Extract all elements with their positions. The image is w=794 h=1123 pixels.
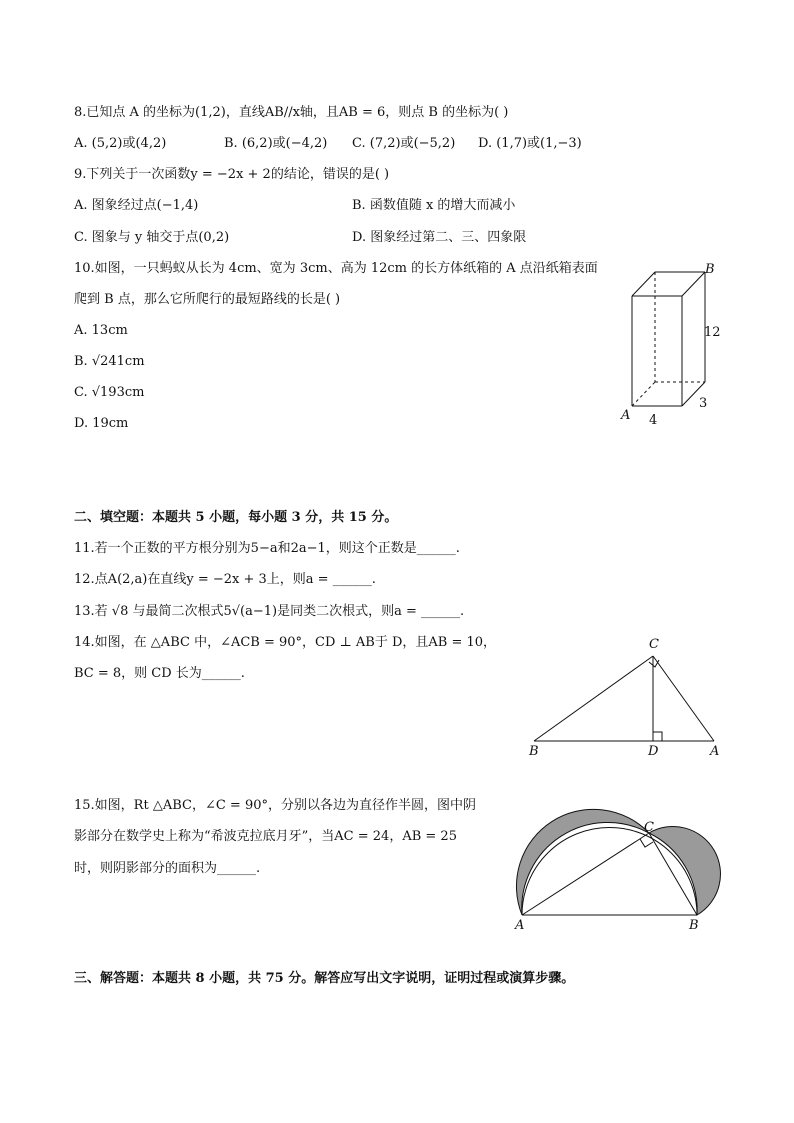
q9-stem: 9.下列关于一次函数y = −2x + 2的结论，错误的是( ): [74, 167, 390, 182]
q10-stem-line2: 爬到 B 点，那么它所爬行的最短路线的长是( ): [74, 292, 341, 307]
q11-text: 11.若一个正数的平方根分别为5−a和2a−1，则这个正数是______.: [74, 541, 460, 556]
q10-option-a: A. 13cm: [74, 323, 128, 338]
q13-text: 13.若 √8 与最简二次根式5√(a−1)是同类二次根式，则a = ______.: [74, 604, 465, 619]
section3-heading: 三、解答题：本题共 8 小题，共 75 分。解答应写出文字说明，证明过程或演算步骤。: [74, 971, 575, 986]
q15-label-c: C: [644, 820, 654, 835]
q10-option-c: C. √193cm: [74, 385, 145, 400]
q8-option-a: A. (5,2)或(4,2): [74, 136, 167, 151]
q8-option-d: D. (1,7)或(1,−3): [478, 136, 582, 151]
q14-label-b: B: [529, 744, 539, 759]
q10-option-d: D. 19cm: [74, 416, 129, 431]
q10-label-a: A: [621, 408, 631, 423]
q10-cuboid-figure: [615, 258, 735, 428]
q8-stem: 8.已知点 A 的坐标为(1,2)，直线AB//x轴，且AB = 6，则点 B 的坐标为( ): [74, 105, 509, 120]
q9-option-c: C. 图象与 y 轴交于点(0,2): [74, 230, 230, 245]
q15-lune-ac: [516, 809, 649, 915]
q14-line2: BC = 8，则 CD 长为______.: [74, 666, 245, 681]
q15-line1: 15.如图，Rt △ABC，∠C = 90°，分别以各边为直径作半圆，图中阴: [74, 798, 476, 813]
q10-label-length: 4: [649, 413, 658, 428]
q10-label-width: 3: [699, 396, 708, 411]
q14-line1: 14.如图，在 △ABC 中，∠ACB = 90°，CD ⊥ AB于 D，且AB = 10，: [74, 635, 497, 650]
q14-label-d: D: [648, 744, 659, 759]
q9-option-b: B. 函数值随 x 的增大而减小: [352, 198, 516, 213]
q8-option-b: B. (6,2)或(−4,2): [224, 136, 328, 151]
q12-text: 12.点A(2,a)在直线y = −2x + 3上，则a = ______.: [74, 572, 376, 587]
q9-option-d: D. 图象经过第二、三、四象限: [352, 230, 527, 245]
q8-option-c: C. (7,2)或(−5,2): [352, 136, 456, 151]
q10-option-b: B. √241cm: [74, 354, 145, 369]
q10-label-height: 12: [704, 325, 721, 340]
section2-heading: 二、填空题：本题共 5 小题，每小题 3 分，共 15 分。: [74, 510, 398, 525]
q15-line2: 影部分在数学史上称为“希波克拉底月牙”，当AC = 24，AB = 25: [74, 829, 457, 844]
q15-label-b: B: [689, 918, 699, 933]
q14-label-c: C: [649, 637, 659, 652]
q15-lune-figure: [500, 795, 730, 935]
q10-stem-line1: 10.如图，一只蚂蚁从长为 4cm、宽为 3cm、高为 12cm 的长方体纸箱的 A 点沿纸箱表面: [74, 261, 598, 276]
q15-line3: 时，则阴影部分的面积为______.: [74, 861, 261, 876]
q14-triangle-figure: [520, 632, 740, 762]
q9-option-a: A. 图象经过点(−1,4): [74, 198, 199, 213]
q15-label-a: A: [515, 918, 525, 933]
q10-label-b: B: [705, 262, 715, 277]
q14-label-a: A: [710, 744, 720, 759]
